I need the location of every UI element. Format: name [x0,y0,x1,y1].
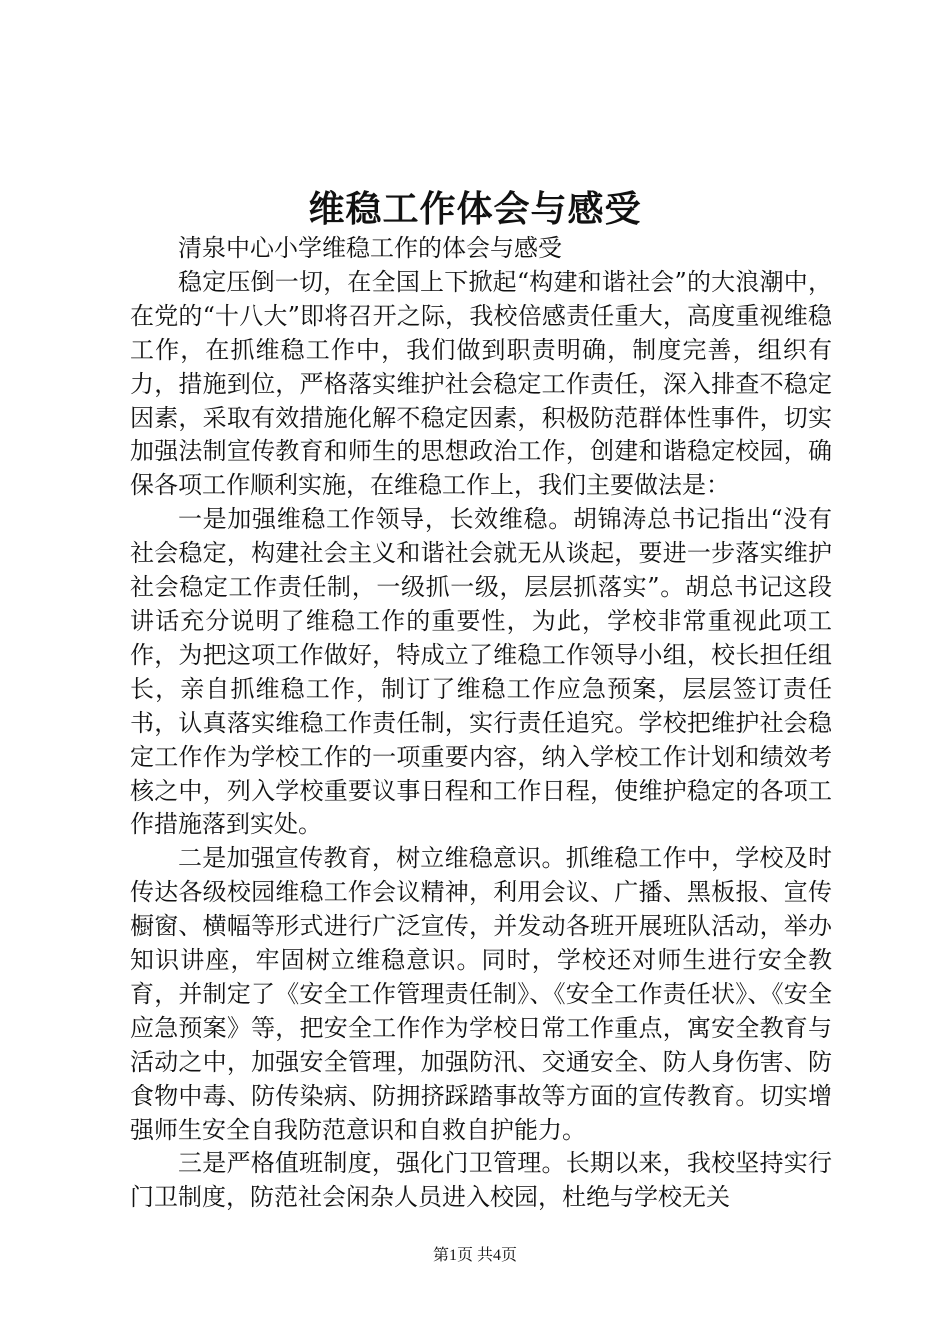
document-body [130,232,832,1215]
intro-paragraph: 稳定压倒一切，在全国上下掀起“构建和谐社会”的大浪潮中，在党的“十八大”即将召开之际，我校倍感责任重大，高度重视维稳工作，在抓维稳工作中，我们做到职责明确，制度完善，组织有力，措施到位，严格落实维护社会稳定工作责任，深入排查不稳定因素，采取有效措施化解不稳定因素，积极防范群体性事件，切实加强法制宣传教育和师生的思想政治工作，创建和谐稳定校园，确保各项工作顺利实施，在维稳工作上，我们主要做法是： [130,267,832,500]
leadership-paragraph: 一是加强维稳工作领导，长效维稳。胡锦涛总书记指出“没有社会稳定，构建社会主义和谐社会就无从谈起，要进一步落实维护社会稳定工作责任制，一级抓一级，层层抓落实”。胡总书记这段讲话充分说明了维稳工作的重要性，为此，学校非常重视此项工作，为把这项工作做好，特成立了维稳工作领导小组，校长担任组长，亲自抓维稳工作，制订了维稳工作应急预案，层层签订责任书，认真落实维稳工作责任制，实行责任追究。学校把维护社会稳定工作作为学校工作的一项重要内容，纳入学校工作计划和绩效考核之中，列入学校重要议事日程和工作日程，使维护稳定的各项工作措施落到实处。 [130,505,832,839]
education-paragraph: 二是加强宣传教育，树立维稳意识。抓维稳工作中，学校及时传达各级校园维稳工作会议精神，利用会议、广播、黑板报、宣传橱窗、横幅等形式进行广泛宣传，并发动各班开展班队活动，举办知识讲座，牢固树立维稳意识。同时，学校还对师生进行安全教育，并制定了《安全工作管理责任制》、《安全工作责任状》、《安全应急预案》等，把安全工作作为学校日常工作重点，寓安全教育与活动之中，加强安全管理，加强防汛、交通安全、防人身伤害、防食物中毒、防传染病、防拥挤踩踏事故等方面的宣传教育。切实增强师生安全自我防范意识和自救自护能力。 [130,844,832,1144]
page-title: 维稳工作体会与感受 [308,188,642,230]
duty-paragraph: 三是严格值班制度，强化门卫管理。长期以来，我校坚持实行门卫制度，防范社会闲杂人员进入校园，杜绝与学校无关 [130,1149,832,1212]
page-number-footer: 第1页 共4页 [432,1247,517,1264]
subtitle-paragraph: 清泉中心小学维稳工作的体会与感受 [178,234,562,262]
